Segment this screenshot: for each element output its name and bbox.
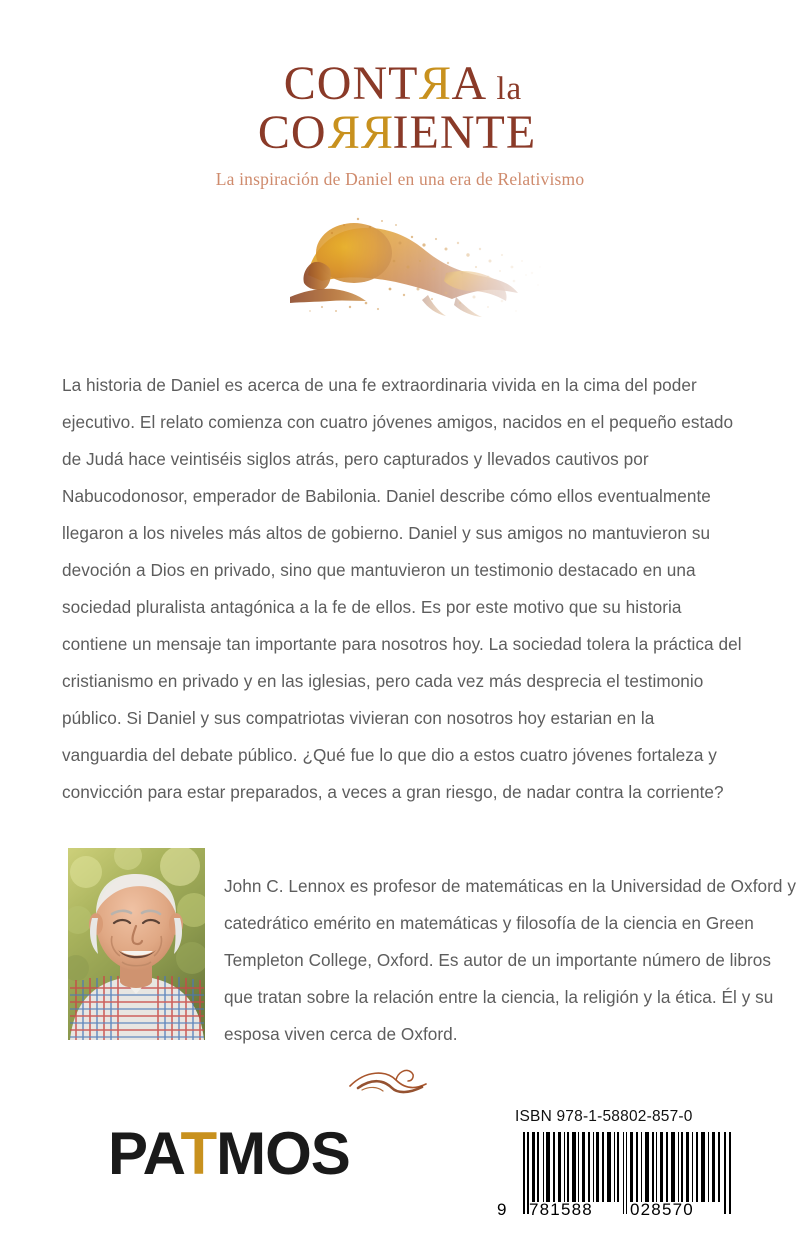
logo-part-pa: PA <box>108 1122 181 1184</box>
title-line-1 <box>0 57 800 111</box>
flourish-icon <box>200 1060 600 1100</box>
title-segment-a: A <box>451 57 488 110</box>
patmos-logo-icon <box>108 1122 356 1184</box>
lion-icon <box>250 203 550 328</box>
author-portrait-icon <box>68 848 205 1040</box>
title-segment-co: CO <box>257 106 327 159</box>
barcode-left-group: 781588 <box>529 1200 593 1219</box>
barcode-digits <box>497 1201 740 1220</box>
isbn-block <box>497 1108 745 1220</box>
logo-part-mos: MOS <box>216 1122 350 1184</box>
title-segment-la: la <box>487 71 523 107</box>
lion-illustration <box>0 200 800 330</box>
isbn-number: ISBN 978-1-58802-857-0 <box>515 1108 693 1125</box>
barcode <box>497 1128 740 1220</box>
title-segment-iente: IENTE <box>392 106 537 159</box>
title-segment-mirrored-r-2: R <box>359 106 393 159</box>
svg-text:PATMOS <box>108 1122 350 1184</box>
author-bio: John C. Lennox es profesor de matemáticas en la Universidad de Oxford y catedrático emérito en matemáticas y filosofía de la ciencia en Green Templeton College, Oxford. Es autor de un importante número de libros que tratan sobre la relación entre la ciencia, la religión y la ética. Él y su esposa viven cerca de Oxford. <box>224 876 796 1045</box>
title-block <box>0 57 800 190</box>
ornament-divider <box>0 1058 800 1102</box>
title-segment-mirrored-r: R <box>418 57 452 110</box>
logo-part-t: T <box>180 1122 217 1184</box>
subtitle: La inspiración de Daniel en una era de Relativismo <box>215 169 585 189</box>
publisher-logo <box>108 1122 356 1184</box>
blurb-text: La historia de Daniel es acerca de una fe extraordinaria vivida en la cima del poder ejecutivo. El relato comienza con cuatro jóvenes amigos, nacidos en el pequeño estado de Judá hace veintiséis siglos atrás, pero capturados y llevados cautivos por Nabucodonosor, emperador de Babilonia. Daniel describe cómo ellos eventualmente llegaron a los niveles más altos de gobierno. Daniel y sus amigos no mantuvieron su devoción a Dios en privado, sino que mantuvieron un testimonio destacado en una sociedad pluralista antagónica a la fe de ellos. Es por este motivo que su historia contiene un mensaje tan importante para nosotros hoy. La sociedad tolera la práctica del cristianismo en privado y en las iglesias, pero cada vez más desprecia el testimonio público. Si Daniel y sus compatriotas vivieran con nosotros hoy estarian en la vanguardia del debate público. ¿Qué fue lo que dio a estos cuatro jóvenes fortaleza y convicción para estar preparados, a veces a gran riesgo, de nadar contra la corriente? <box>62 375 742 803</box>
title-line-2 <box>0 106 800 159</box>
author-photo <box>68 848 205 1040</box>
barcode-lead-digit: 9 <box>497 1200 508 1219</box>
title-segment-cont: CONT <box>283 57 419 110</box>
title-segment-mirrored-r-1: R <box>326 106 360 159</box>
barcode-right-group: 028570 <box>630 1200 694 1219</box>
